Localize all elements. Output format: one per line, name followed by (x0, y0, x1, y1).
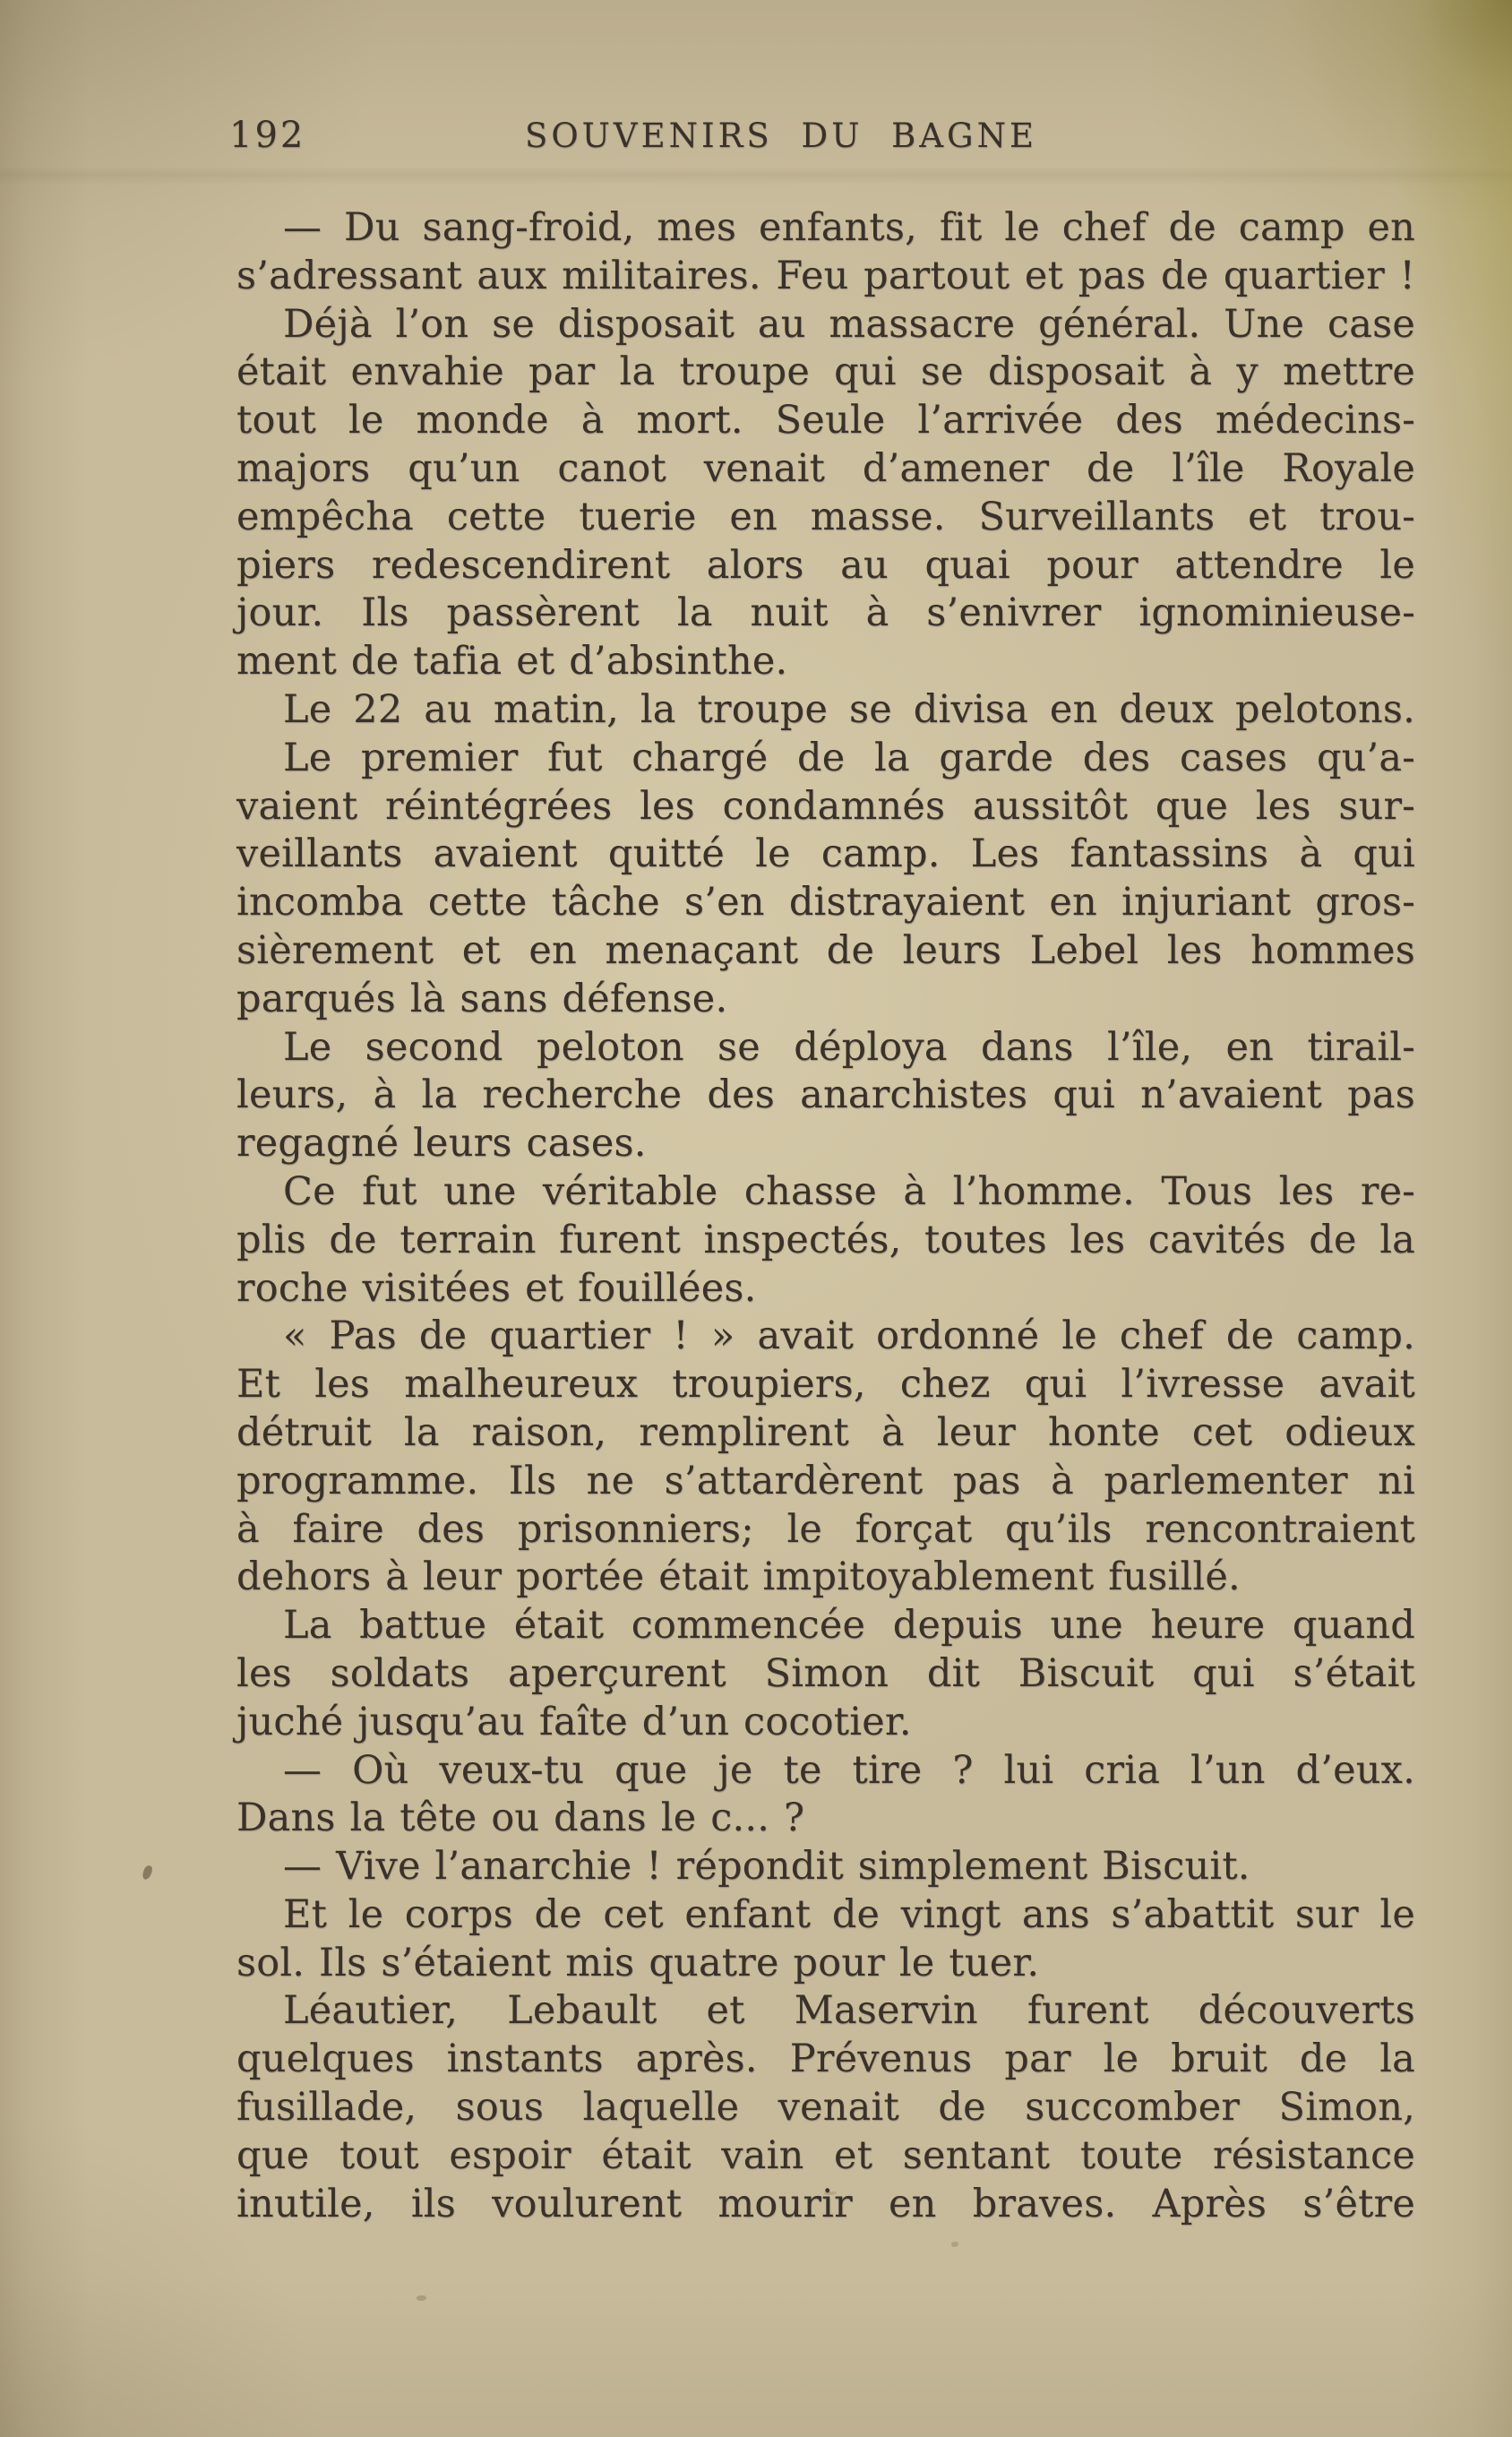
text-line: plis de terrain furent inspectés, toutes les cavités de la (236, 1217, 1415, 1262)
text-line: inutile, ils voulurent mourir en braves. Après s’être (236, 2181, 1415, 2226)
text-line: piers redescendirent alors au quai pour attendre le (236, 542, 1415, 588)
text-line: Léautier, Lebault et Maservin furent découverts (283, 1988, 1415, 2034)
paper-speck (951, 2242, 958, 2247)
text-line: sièrement et en menaçant de leurs Lebel les hommes (236, 927, 1415, 973)
text-line: Dans la tête ou dans le c... ? (236, 1795, 805, 1841)
text-line: dehors à leur portée était impitoyablement fusillé. (236, 1554, 1241, 1600)
text-line: Et le corps de cet enfant de vingt ans s’abattit sur le (283, 1891, 1415, 1937)
text-line: La battue était commencée depuis une heure quand (283, 1603, 1415, 1649)
text-line: était envahie par la troupe qui se disposait à y mettre (236, 349, 1415, 395)
text-line: Le premier fut chargé de la garde des cases qu’a- (283, 735, 1415, 780)
text-line: Ce fut une véritable chasse à l’homme. Tous les re- (283, 1168, 1415, 1214)
text-line: leurs, à la recherche des anarchistes qui n’avaient pas (236, 1072, 1415, 1118)
text-line: Le 22 au matin, la troupe se divisa en deux pelotons. (283, 686, 1415, 732)
text-line: jour. Ils passèrent la nuit à s’enivrer ignominieuse- (236, 590, 1415, 636)
text-line: vaient réintégrées les condamnés aussitôt que les sur- (236, 783, 1415, 829)
text-line: regagné leurs cases. (236, 1121, 647, 1167)
text-line: à faire des prisonniers; le forçat qu’ils rencontraient (236, 1506, 1415, 1552)
text-line: Le second peloton se déploya dans l’île, en tirail- (283, 1024, 1415, 1070)
text-line: parqués là sans défense. (236, 976, 728, 1021)
text-line: juché jusqu’au faîte d’un cocotier. (236, 1699, 912, 1744)
text-line: — Vive l’anarchie ! répondit simplement Biscuit. (283, 1844, 1250, 1890)
text-line: empêcha cette tuerie en masse. Surveillants et trou- (236, 494, 1415, 539)
paper-speck (417, 2295, 426, 2301)
text-line: programme. Ils ne s’attardèrent pas à parlementer ni (236, 1458, 1415, 1503)
text-line: s’adressant aux militaires. Feu partout et pas de quartier ! (236, 253, 1415, 298)
text-line: les soldats aperçurent Simon dit Biscuit qui s’était (236, 1650, 1415, 1696)
text-line: Déjà l’on se disposait au massacre général. Une case (283, 301, 1415, 347)
text-line: majors qu’un canot venait d’amener de l’île Royale (236, 445, 1415, 491)
text-line: ment de tafia et d’absinthe. (236, 639, 788, 685)
text-line: « Pas de quartier ! » avait ordonné le chef de camp. (283, 1313, 1415, 1359)
running-header-title: SOUVENIRS DU BAGNE (524, 116, 1038, 155)
text-block (236, 204, 1415, 2228)
text-line: sol. Ils s’étaient mis quatre pour le tuer. (236, 1940, 1040, 1985)
text-line: incomba cette tâche s’en distrayaient en injuriant gros- (236, 880, 1415, 926)
text-line: fusillade, sous laquelle venait de succomber Simon, (236, 2085, 1415, 2131)
text-line: détruit la raison, remplirent à leur honte cet odieux (236, 1409, 1415, 1455)
text-line: quelques instants après. Prévenus par le bruit de la (236, 2037, 1415, 2082)
text-line: que tout espoir était vain et sentant toute résistance (236, 2132, 1415, 2178)
page-number: 192 (229, 115, 306, 156)
text-line: roche visitées et fouillées. (236, 1265, 757, 1311)
text-line: Et les malheureux troupiers, chez qui l’ivresse avait (236, 1362, 1415, 1408)
text-line: tout le monde à mort. Seule l’arrivée des médecins- (236, 398, 1415, 443)
paper-speck (142, 1864, 154, 1881)
text-line: — Du sang-froid, mes enfants, fit le chef de camp en (283, 205, 1415, 250)
text-line: — Où veux-tu que je te tire ? lui cria l’un d’eux. (283, 1747, 1415, 1793)
text-line: veillants avaient quitté le camp. Les fantassins à qui (236, 831, 1415, 877)
